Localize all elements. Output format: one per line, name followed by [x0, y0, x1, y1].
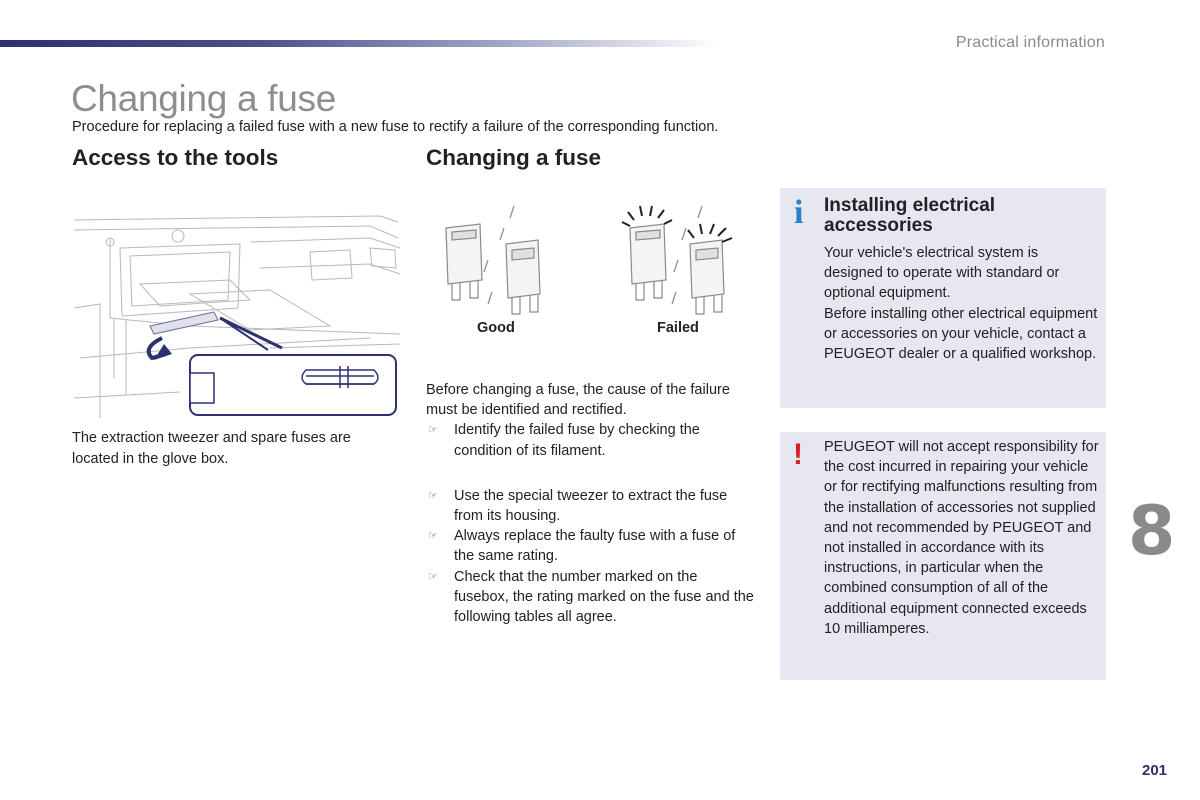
warning-box-text: PEUGEOT will not accept responsibility for the cost incurred in repairing your vehicle or for rectifying malfunctions resulting from the installation of accessories not supplied and not recommended by PEUGEOT and not installed in accordance with its instructions, in particular when the combined consumption of all of the additional equipment connected exceeds 10 milliamperes. [824, 439, 1099, 637]
pointing-hand-icon: ☞ [428, 489, 438, 502]
header-gradient-bar [0, 40, 720, 47]
pointing-hand-icon: ☞ [428, 570, 438, 583]
pointing-hand-icon: ☞ [428, 530, 438, 543]
warning-box [780, 432, 1106, 680]
info-box-text-line: Before installing other electrical equipment or accessories on your vehicle, contact a PEUGEOT dealer or a qualified workshop. [824, 305, 1098, 363]
procedure-step [426, 567, 756, 628]
info-icon: i [794, 194, 804, 231]
info-box-title: Installing electrical accessories [824, 195, 996, 236]
glove-box-illustration [70, 208, 400, 422]
fuse-comparison-illustration [430, 200, 760, 320]
access-tools-caption: The extraction tweezer and spare fuses are located in the glove box. [72, 430, 351, 467]
fuse-failed-label: Failed [657, 320, 699, 336]
procedure-step-text: Check that the number marked on the fusebox, the rating marked on the fuse and the following tables all agree. [454, 568, 754, 626]
section-label: Practical information [955, 34, 1105, 51]
info-box-electrical-accessories [780, 188, 1106, 408]
info-box-text-line: Your vehicle's electrical system is designed to operate with standard or optional equipment. [824, 245, 1060, 302]
fuse-procedure [426, 380, 756, 627]
page-intro: Procedure for replacing a failed fuse with a new fuse to rectify a failure of the corresponding function. [72, 119, 719, 135]
access-tools-heading: Access to the tools [72, 145, 279, 170]
info-box-text [824, 243, 1100, 364]
page-title: Changing a fuse [71, 78, 336, 119]
pointing-hand-icon: ☞ [428, 424, 438, 437]
procedure-step-text: Use the special tweezer to extract the fuse from its housing. [454, 487, 728, 525]
procedure-intro: Before changing a fuse, the cause of the failure must be identified and rectified. [426, 382, 730, 419]
procedure-step-text: Always replace the faulty fuse with a fuse of the same rating. [454, 528, 736, 565]
changing-fuse-heading: Changing a fuse [426, 145, 602, 170]
procedure-step [426, 420, 756, 460]
procedure-steps [426, 420, 756, 627]
fuse-good-label: Good [477, 320, 515, 336]
chapter-number: 8 [1128, 492, 1176, 571]
warning-icon: ! [793, 438, 803, 471]
procedure-step [426, 486, 756, 526]
procedure-step-text: Identify the failed fuse by checking the condition of its filament. [454, 422, 700, 459]
page-number: 201 [1142, 762, 1168, 779]
procedure-step [426, 526, 756, 566]
